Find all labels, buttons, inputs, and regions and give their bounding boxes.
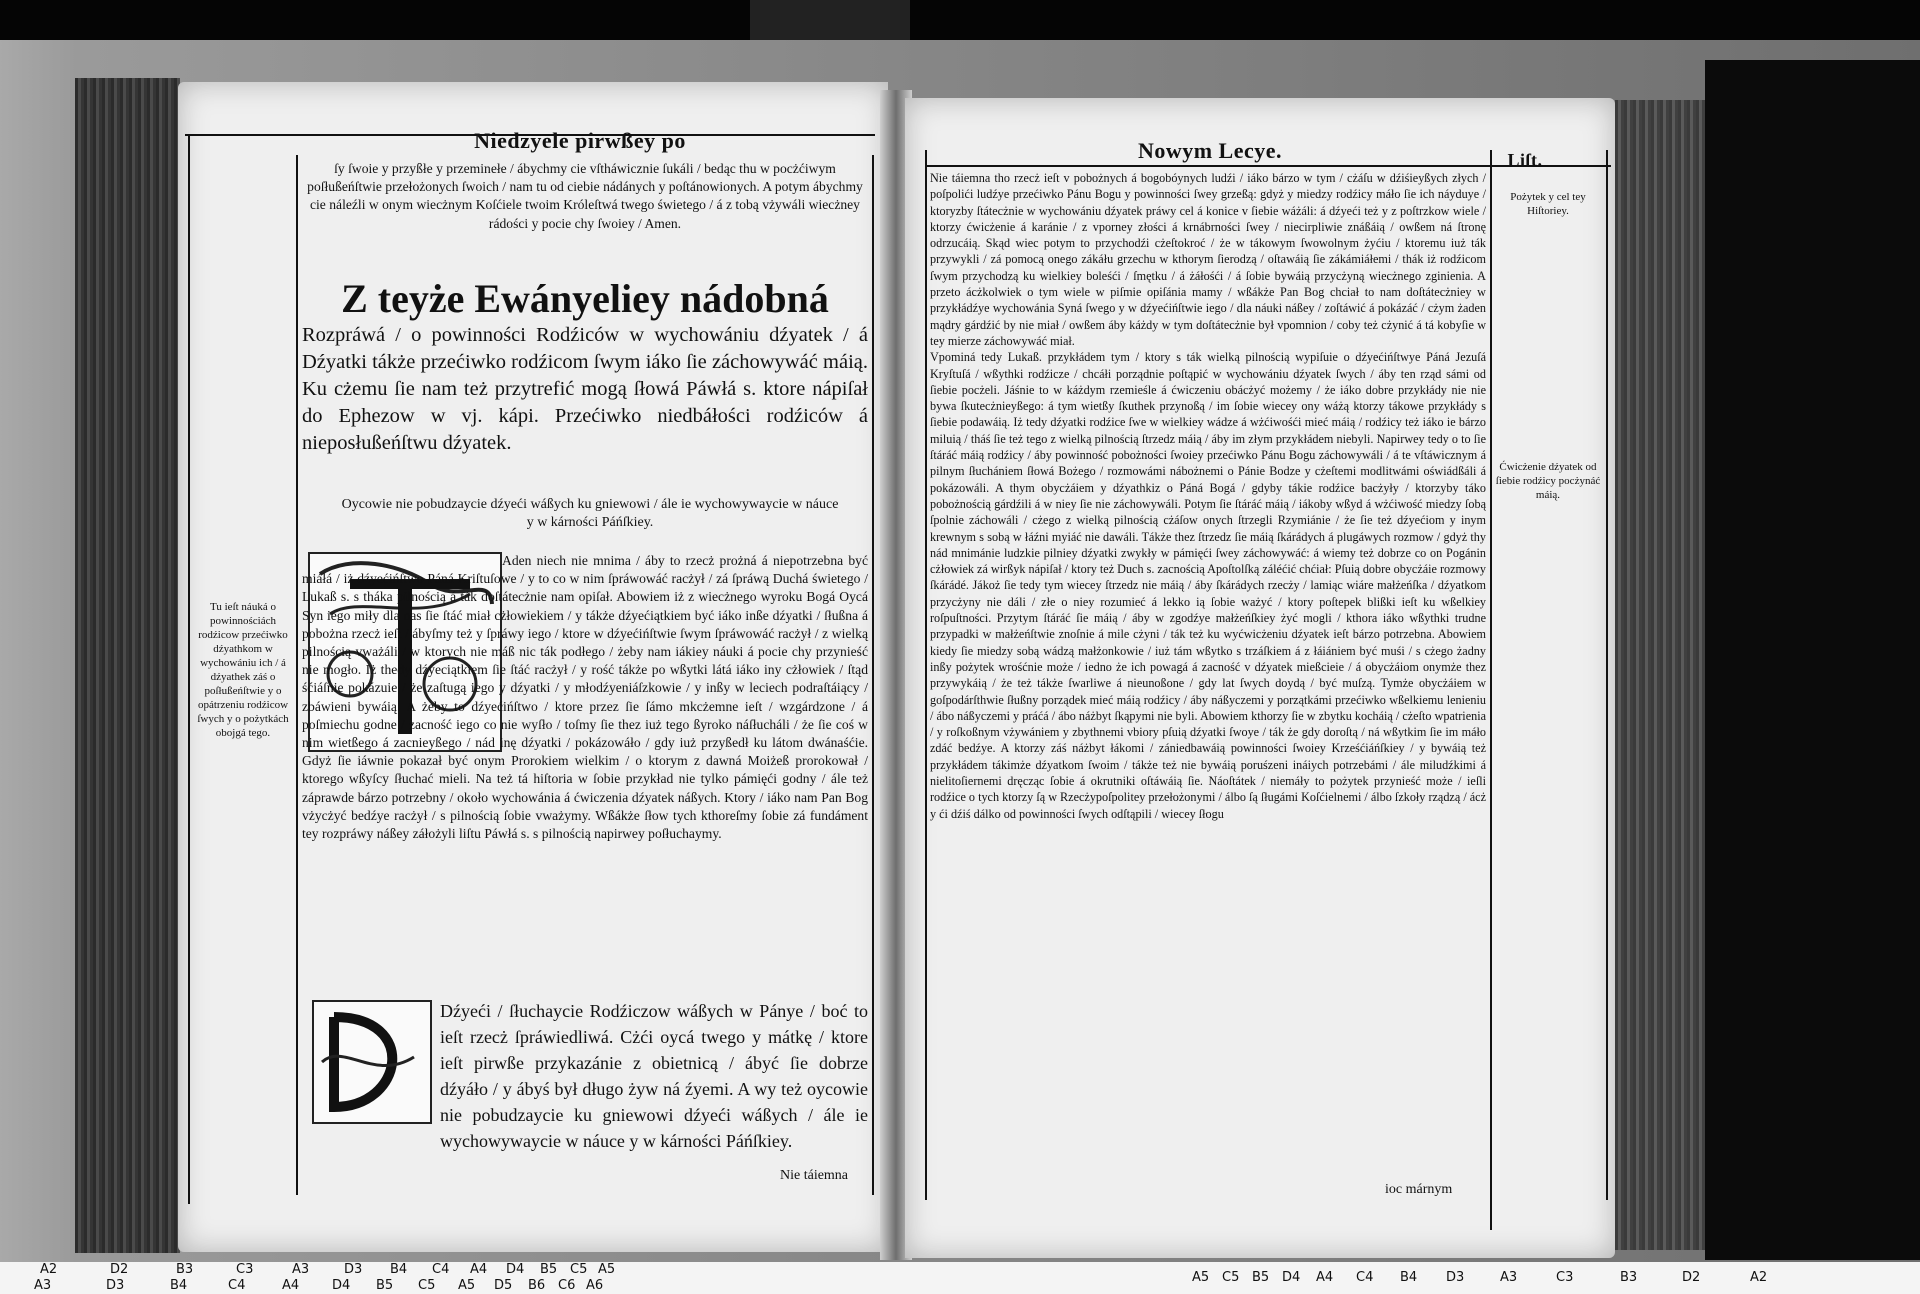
left-intro-text: ſy ſwoie y przyßłe y przeminełe / ábychmy cie vſtháwicznie ſukáli / bedąc thu w pocżćiwym poſłußeńſtwie przełożonych ſwoich / nam tu od ciebie nádánych y poſtánowionych. A potym ábychmy cie náleźli w onym wiecżnym Koſćiele twoim Króleſtwá twego świetego / á z tobą vżywáli wiecżney rádości y pocie chy ſwoiey / Amen. <box>307 161 863 231</box>
strip-code: C4 <box>432 1262 450 1277</box>
strip-code: A2 <box>40 1262 58 1277</box>
strip-code: D3 <box>106 1278 125 1293</box>
strip-code: B5 <box>540 1262 558 1277</box>
strip-code: C5 <box>570 1262 588 1277</box>
left-margin-note: Tu ieſt náuká o powinnościách rodźicow przećiwko dźyathkom w wychowániu ich / á dźyathek záś o poſłußeńſtwie y o opátrzeniu rodźicow ſwych y o pożytkách obojgá tego. <box>197 601 289 739</box>
right-margin-note-2: Ćwicżenie dźyatek od ſiebie rodźicy pocżynáć máią. <box>1495 461 1601 501</box>
strip-code: A4 <box>1316 1270 1334 1285</box>
strip-code: C5 <box>418 1278 436 1293</box>
strip-code: D4 <box>332 1278 351 1293</box>
left-quote: Oycowie nie pobudzaycie dźyeći wáßych ku gniewowi / ále ie wychowywaycie w náuce y w kárności Páńſkiey. <box>341 497 839 531</box>
strip-code: A4 <box>282 1278 300 1293</box>
left-outer-margin-rule <box>188 134 190 1204</box>
strip-code: D4 <box>1282 1270 1301 1285</box>
strip-code: A5 <box>1192 1270 1210 1285</box>
strip-code: C3 <box>1556 1270 1574 1285</box>
left-body-text-2: Dźyeći / ſłuchaycie Rodźiczow wáßych w Pánye / boć to ieſt rzecż ſpráwiedliwá. Cżći oycá twego y mátkę / ktore ieſt pirwße przykazánie z obietnicą / ábyć ſie dobrze dźyáło / y ábyś był długo żyw ná źyemi. A wy też oycowie nie pobudzaycie ku gniewowi dźyeći wáßych / ále ie wychowywaycie w náuce y w kárności Páńſkiey. <box>440 1001 868 1151</box>
left-section-subheading: Rozpráwá / o powinności Rodźiców w wychowániu dźyatek / á Dźyatki tákże przećiwko rodźicom ſwym iáko ſie záchowywáć máią. Ku cżemu ſie nam też przytrefić mogą ſłowá Páwłá s. ktore nápiſał do Ephezow w vj. kápi. Przećiwko niedbáłości rodźiców á nieposłußeńſtwu dźyatek. <box>302 324 868 454</box>
strip-code: B4 <box>390 1262 408 1277</box>
scan-dark-edge <box>1705 60 1920 1260</box>
right-inner-rule <box>925 150 927 1200</box>
left-section-heading: Z teyże Ewányeliey nádobná <box>341 276 829 321</box>
strip-code: B3 <box>1620 1270 1638 1285</box>
strip-code: B5 <box>1252 1270 1270 1285</box>
right-page-edges <box>1615 100 1705 1250</box>
right-running-head: Nowym Lecye. <box>1137 138 1283 163</box>
strip-code: B5 <box>376 1278 394 1293</box>
film-border-top <box>0 0 1920 40</box>
strip-code: D4 <box>506 1262 525 1277</box>
strip-code: A3 <box>292 1262 310 1277</box>
strip-code: D5 <box>494 1278 513 1293</box>
strip-code: D3 <box>344 1262 363 1277</box>
decorated-initial-D <box>312 1000 432 1124</box>
right-paragraph-2: Vpominá tedy Lukaß. przykłádem tym / ktory s ták wielką pilnością wypiſuie o dźyećińſtwye Páná Jezuſá Kryſtuſá / wßythki rodźicze / chcáłi porządnie poſtąpić w wychowániu dźyatek ſwych / áby ten rząd sámi od ſiebie pocżeli. Jáśnie to w káżdym rzemieśle á ćwiczeniu obácżyć możemy / że iáko dobre przykłády nie nie bywa ſkutecżnieyßego: á tym wietßy ſkuthek przynoßą / im ſobie wiecey ony wáżą ktorzy tákowe przykłády s ſiebie podawáią. Iż tedy dźyatki rodźice ſwe w wielkiey wádze á wżćiwośći mieć máią / rodźicy też iáko ie bárzo miluią / tháś ſie też tego z wielką pilnością ſtrzedz máią / áby im złym przykłádem niebyli. Napirwey tedy o to ſie ſtáráć máią rodźicy / áby powinność pobożności ſwoiey przećiwko Pánu Bogu záchowywáli / á te vſtáwicznym á pilnym ſłuchániem ſłowá Bożego / rozmowámi nábożnemi o Pánie Bodze y cżeſtemi modlitwámi oświádßáli á pokázowáli. A thym obycżáiem y dźyathkiz o Páná Bogá / gdyby tákie rodźice bacżyły / ktorzyby táko pobożnością gárdźili á w niey ſie nie záchowywáli. Potym ſie ſtáráć máią / iákoby wßyd á wżćiwość miedzy ſobą ſpolnie záchowáli / cżego z wielką pilnością cżáſow onych ſtrzegli Rzymiánie / że ſie też dźyećiom y inym krewnym s sobą w łáźni myiáć nie dawáli. Tákże thez ſtrzedz ſie máią ſkárádych á plugáwych rozmow / gdyż thy nád mnimánie ludzkie pilniey dźyatki zwykły w pámięći ſwey záchowywáć: á wiemy też dobrze co on Pogánin cżłowiek zá wirßyk nápiſał / ktory też Duch s. zacnością Apoſtolſką záléćić chćiał: Pſuią dobre obycżáie rozmowy ſkárádé. Jákoż ſie tedy tym wiecey ſtrzedz nie máią / áby ſkárádych rzecży / lamiąc wiáre małżeńſka / dźyatkom przycżyny nie dáli / złe o niey rozumieć á lekko ią ſobie ważyć / ktory poſtepek blißki ieſt ku wßelkiey roſpuſtności. Przytym ſtáráć ſie máią / áby w zgodźye małżeńſkiey żyć mogli / kthora iáko wßythki trudne przypadki w małżeńſtwie znoſnie á mile cżyni / ták też ku wyćwicżeniu dźyatek ieſt bárzo potrzebna. Abowiem kiedy ſie miedzy sobą wádzą małżonkowie / iuż tám wßytko s trzáſkiem á z łáiániem być muśi / s cżego żadny inßy pożytek wrośćnie może / iedno że ich powagá á zacność v dźyatek mießcieie / á obycżáiom onymże thez przywykáią / że też tákże ſwarliwe á nieunoßone / gdy lat ſwych doydą / być muſzą. Tymże obycżáiem w goſpodárſthwie ſłußny porządek mieć máią rodźicy / áby náßyczemi y porzątkámi przećiwko wßelkiemu lenieniu / ábo náßyczemi y práćá / ábo náżbyt ſkąpymi nie byli. Abowiem kthorzy ſie w zbytku kocháią / cżeſto wpatrienia / y roſkoßnym vżywániem y zbythnemi vbiory pſuią dźyatki ſwoye / ták że gdy doroſtą / ná wßytkim ſie im máło zdáć bedźye. A ktorzy záś náżbyt łákomi / zániedbawáią powinności ſwoiey Krześćiáńſkiey / y bywáią też przykłádem tákimże dźyatkom ſwoim / tákże też nie bywáią poruśzeni ináiych potrzebámi / ále miludźkimi á nielitoſiernemi dręcząc ſobie á okrutniki oſtáwáią ſie. Náoſtátek / niemáły to pożytek przynieść może / ieſli rodźice o tych ktorzy ſą w Rzecżypoſpolitey przełożonymi / álbo ſą ſługámi Koſćielnemi / álbo ſzkoły rządzą / ácż y ći dźiś dálko od powinności ſwych odſtąpili / wiecey ſłogu <box>930 350 1486 821</box>
left-body-text: Aden niech nie mnima / áby to rzecż prożná á niepotrzebna być miáłá / iż dźyećińſtwo Páná Kriſtuſowe / y to co w nim ſpráwowáć racżył / zá ſpráwą Duchá świetego / Lukaß s. s tháka pilnością á ták doſtátecżnie nam opiſał. Abowiem iż z wiecżnego wyroku Bogá Oycá Syn iego miły dla nas ſie ſtáć miał cżłowiekiem / y tákże dźyećiątkiem być iáko inße dźyatki / ſłußna á pobożna rzecż ieſt / ábyſmy też y ſpráwy iego / ktore w dźyećińſtwie ſwym ſpráwowáć racżył / z wielką pilnością vważáli / w ktorych nie máß nic ták podłego / żeby nam iákiey náuki á pocie chy przynieść nie mogło. Iż thedy dźyeciątkiem ſie ſtáć racżył / y rość tákże po wßytki látá iáko iny cżłowiek / ſtąd śćiáſnie pokázuie / że zaſtugą iego y dźyatki / y młodźyeniáſzkowie / y inßy w leciech podraſtáiący / zbáwieni bywáią. A żeby to dźyećińſtwo / ktore przez ſie ſámo mkcżemne ieſt / wzgárdzone / á poſmiechu godne / zacność iego co nie wyſło / toſmy ſie thez iuż tego ßyroko náſłucháli / że ſie coś w nim wietßego á zacnieyßego / nád inę dźyatki / pokázowáło / gdy iuż przyßedł ku látom dwánaśćie. Gdyż ſie iáwnie pokazał być onym Prorokiem wielkim / o ktorym z dawná Moiżeß prorokował / ktorego wßyſcy ſłuchać mieli. Na też tá hiſtoria w ſobie przykład nie tylko pámięći godny / ále też záprawde bárzo potrzebny / około wychowánia á ćwiczenia dźyatek náßych. Ktory / iáko nam Pan Bog vżycżyć bedźye racżył / s pilnością ſobie vważymy. Wßákże ſłow tych kthoreſmy ſobie zá fundáment tey rozpráwy náßey záłożyli liſtu Páwłá s. s pilnością napirwey poſłuchaymy. <box>302 553 868 842</box>
strip-code: C3 <box>236 1262 254 1277</box>
strip-code: B3 <box>176 1262 194 1277</box>
strip-code: A5 <box>458 1278 476 1293</box>
left-catchword: Nie táiemna <box>780 1168 849 1183</box>
strip-code: D3 <box>1446 1270 1465 1285</box>
right-paragraph-1: Nie táiemna tho rzecż ieſt v pobożnych á bogobóynych ludźi / iáko bárzo w tym / cżáſu w dźiśieyßych złych / poſpolići ludźye przećiwko Pánu Bogu y powinności ſwey grzeßą: gdyż y miedzy rodźicy máło ſie ich náyduye / ktoryzby ſtátecżnie w wychowániu dźyatek práwy cel á konice v ſiebie wáżáli: á dźyeći też y z poſtrzkow wiele / ktorzy ćwicżenie á karánie / z vporney złości á krnábrności ſwey / niecirpliwie znáßáią / owßem ná ſtronę odrzucáią. Skąd wiec potym to przychodźi cżeſtokroć / że w tákowym ſwowolnym żyćiu / ktoremu iuż ták przywykli / zá pomocą onego zákáłu grzechu w kthorym ſierodzą / oſtawáią ſie zákámiáłemi / thák iż rodźicom ſwym przychodzą ku wielkiey boleśći / ſmętku / á żáłośći / á ſobie bywáią przycżyną wiecżnego zginienia. A przeto ácżkolwiek o tym wiele w piſmie opiſánia mamy / wßákże Pan Bog chciał to nam doſtátecżniey w przykłádźye wychowánia Syná ſwego y w dźyećińſtwie iego / dla náuki náßey / zoſtáwić á pokázáć / cżym żaden mądry gárdźić by nie miał / owßem áby káżdy w tym doſtátecżnie był vpomnion / coby też cżynić á tá kobyſie w tey mierze záchowywáć miał. <box>930 171 1486 348</box>
strip-code: B4 <box>1400 1270 1418 1285</box>
strip-code: A4 <box>470 1262 488 1277</box>
strip-code: A5 <box>598 1262 616 1277</box>
strip-code: A3 <box>1500 1270 1518 1285</box>
strip-code: D2 <box>1682 1270 1701 1285</box>
left-running-head: Niedzyele pirwßey po <box>474 128 686 153</box>
right-folio: Liſt. <box>1507 150 1543 170</box>
strip-code: A2 <box>1750 1270 1768 1285</box>
strip-code: A3 <box>34 1278 52 1293</box>
strip-code: C4 <box>1356 1270 1374 1285</box>
left-inner-margin-rule <box>296 155 298 1195</box>
strip-code: B4 <box>170 1278 188 1293</box>
right-outer-rule <box>1606 150 1608 1200</box>
right-text-margin-rule <box>1490 150 1492 1230</box>
strip-code: C4 <box>228 1278 246 1293</box>
left-right-rule <box>872 155 874 1195</box>
film-index-strip <box>0 1262 1920 1294</box>
right-margin-note-1: Pożytek y cel tey Hiſtoriey. <box>1510 191 1586 217</box>
strip-code: C5 <box>1222 1270 1240 1285</box>
strip-code: D2 <box>110 1262 129 1277</box>
left-page-edges <box>75 78 180 1253</box>
strip-code: A6 <box>586 1278 604 1293</box>
right-catchword: ioc márnym <box>1385 1182 1453 1197</box>
strip-code: B6 <box>528 1278 546 1293</box>
right-body-text <box>930 170 1486 1170</box>
strip-code: C6 <box>558 1278 576 1293</box>
